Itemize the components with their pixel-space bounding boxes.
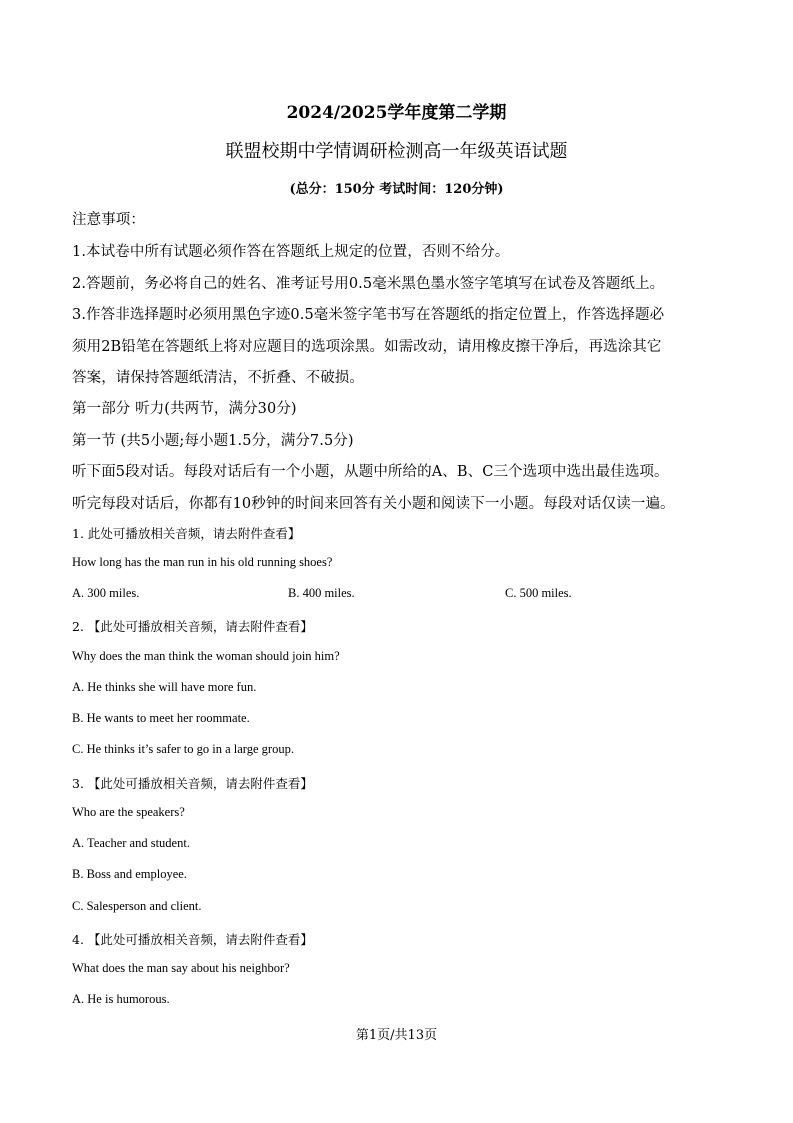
question-1-audio-note: 1. 此处可播放相关音频，请去附件查看】 xyxy=(72,526,301,541)
question-4-text: What does the man say about his neighbor? xyxy=(72,961,290,975)
instruction-line: 听下面5段对话。每段对话后有一个小题，从题中所给的A、B、C三个选项中选出最佳选项。 xyxy=(72,464,669,480)
question-4-audio-note: 4. 【此处可播放相关音频，请去附件查看】 xyxy=(72,932,313,947)
option-a: A. He is humorous. xyxy=(72,992,170,1006)
exam-title-line2: 联盟校期中学情调研检测高一年级英语试题 xyxy=(225,141,568,162)
page-footer: 第1页/共13页 xyxy=(355,1028,438,1043)
notes-heading: 注意事项： xyxy=(72,212,145,228)
note-line: 1.本试卷中所有试题必须作答在答题纸上规定的位置，否则不给分。 xyxy=(72,244,510,260)
option-a: A. He thinks she will have more fun. xyxy=(72,680,257,694)
option-a: A. 300 miles. xyxy=(72,586,140,600)
option-b: B. He wants to meet her roommate. xyxy=(72,711,250,725)
question-2-text: Why does the man think the woman should join him? xyxy=(72,649,340,663)
exam-subtitle: (总分：150分 考试时间：120分钟) xyxy=(289,182,504,197)
question-2-audio-note: 2. 【此处可播放相关音频，请去附件查看】 xyxy=(72,619,313,634)
note-line: 2.答题前，务必将自己的姓名、准考证号用0.5毫米黑色墨水签字笔填写在试卷及答题纸上。 xyxy=(72,276,665,292)
question-3-text: Who are the speakers? xyxy=(72,805,185,819)
option-b: B. 400 miles. xyxy=(288,586,355,600)
exam-title-line1: 2024/2025学年度第二学期 xyxy=(286,103,507,123)
instruction-line: 听完每段对话后，你都有10秒钟的时间来回答有关小题和阅读下一小题。每段对话仅读一遍。 xyxy=(72,496,675,512)
option-c: C. He thinks it’s safer to go in a large group. xyxy=(72,742,294,756)
option-c: C. Salesperson and client. xyxy=(72,899,202,913)
option-a: A. Teacher and student. xyxy=(72,836,190,850)
section-title: 第一节 (共5小题;每小题1.5分，满分7.5分) xyxy=(72,433,354,449)
note-line: 须用2B铅笔在答题纸上将对应题目的选项涂黑。如需改动，请用橡皮擦干净后，再选涂其它 xyxy=(72,339,662,355)
question-1-options xyxy=(0,586,793,604)
note-line: 3.作答非选择题时必须用黑色字迹0.5毫米签字笔书写在答题纸的指定位置上，作答选择题必 xyxy=(72,307,665,323)
note-line: 答案，请保持答题纸清洁，不折叠、不破损。 xyxy=(72,370,364,386)
option-c: C. 500 miles. xyxy=(505,586,572,600)
question-3-audio-note: 3. 【此处可播放相关音频，请去附件查看】 xyxy=(72,776,313,791)
option-b: B. Boss and employee. xyxy=(72,867,187,881)
question-1-text: How long has the man run in his old running shoes? xyxy=(72,555,333,569)
part-title: 第一部分 听力(共两节，满分30分) xyxy=(72,401,297,417)
